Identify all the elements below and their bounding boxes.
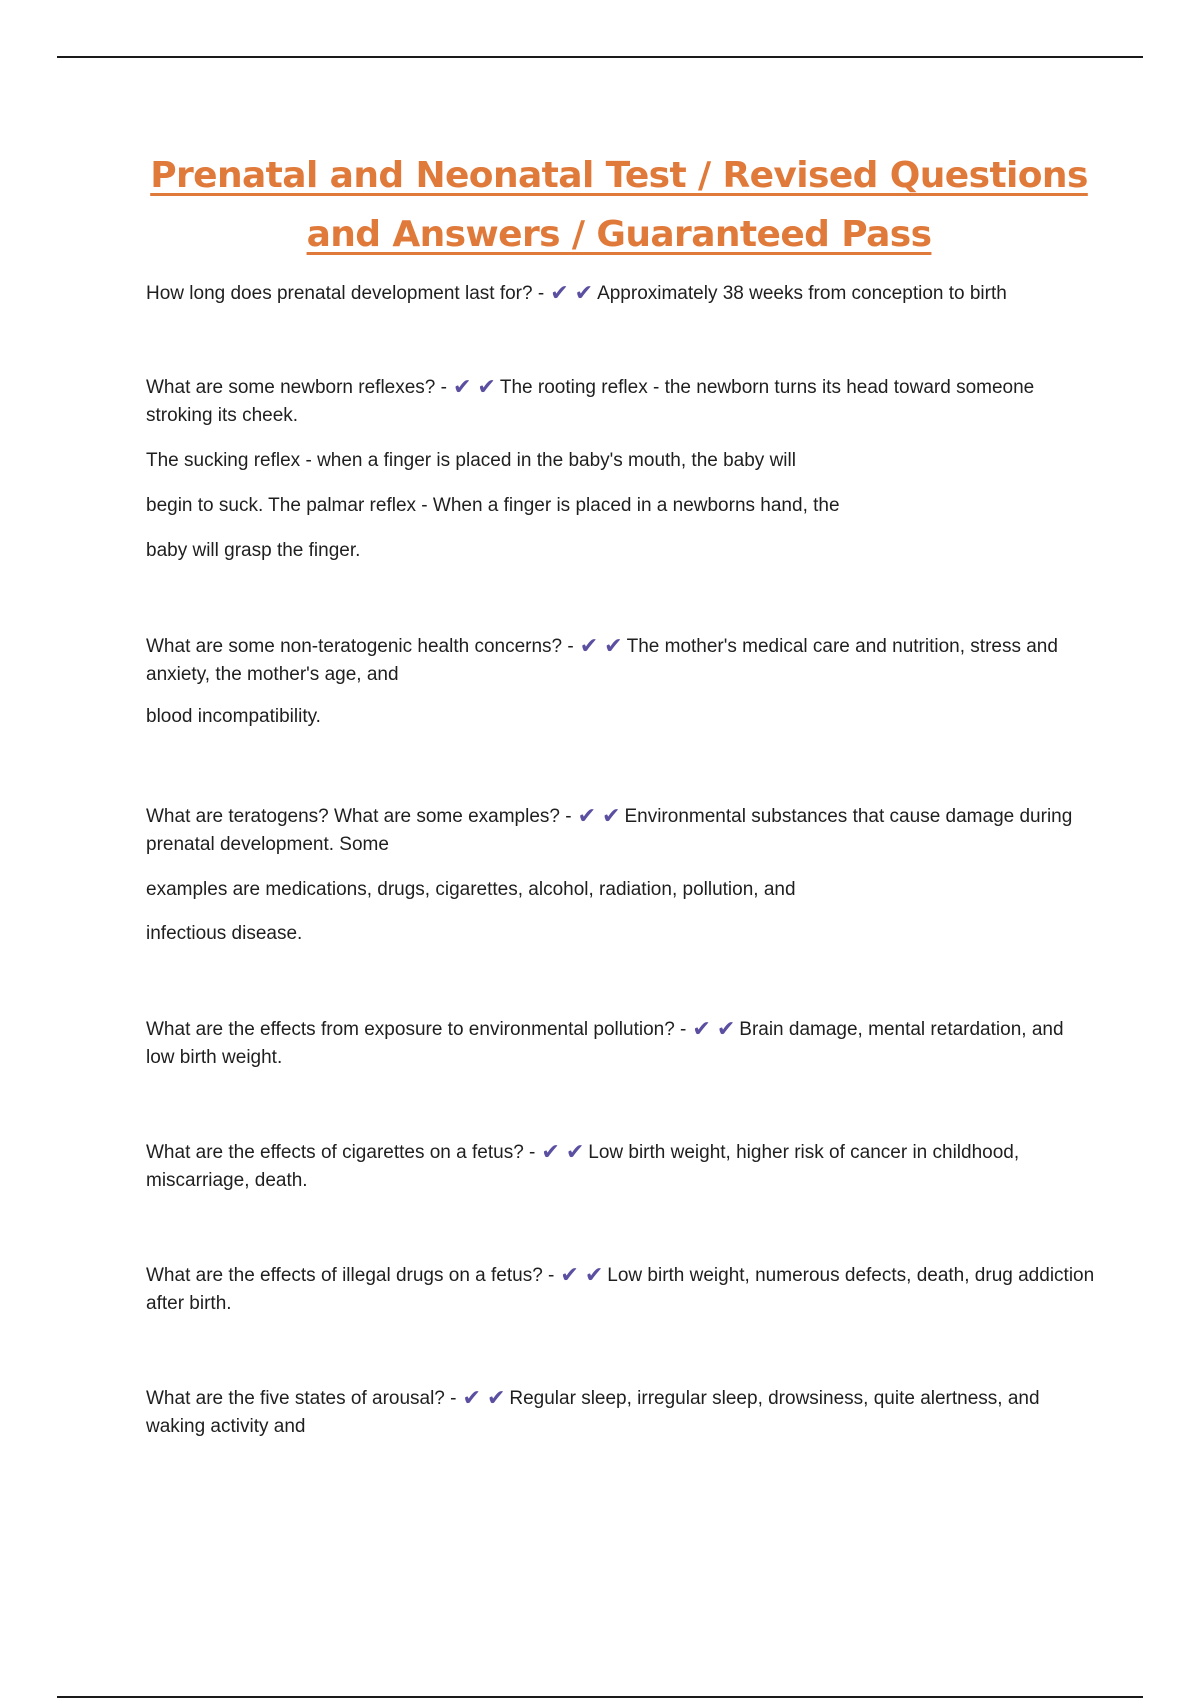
qa-item [146, 633, 1096, 731]
check-mark-icon: ✔ [477, 375, 496, 400]
check-mark-icon: ✔ [584, 1263, 604, 1288]
qa-item [146, 374, 1096, 565]
qa-item [146, 803, 1096, 948]
qa-item [146, 1016, 1096, 1072]
answer-text: The mother's medical care and nutrition, stress and anxiety, the mother's age, and [146, 636, 1058, 685]
answer-continuation: infectious disease. [146, 923, 303, 944]
answer-text: Low birth weight, numerous defects, death, drug addiction after birth. [146, 1265, 1095, 1314]
question-text: What are the effects of illegal drugs on a fetus? - [146, 1265, 555, 1286]
check-mark-icon: ✔ [577, 804, 597, 829]
check-mark-icon: ✔ [692, 1017, 711, 1042]
question-text: What are teratogens? What are some examples? - [146, 806, 572, 827]
check-mark-icon: ✔ [574, 281, 594, 306]
question-text: What are some newborn reflexes? - [146, 377, 447, 398]
answer-text: Brain damage, mental retardation, and low birth weight. [146, 1019, 1064, 1068]
check-mark-icon: ✔ [560, 1263, 579, 1288]
qa-item [146, 1139, 1096, 1195]
question-text: What are the effects of cigarettes on a fetus? - [146, 1142, 536, 1163]
check-mark-icon: ✔ [550, 281, 569, 306]
question-text: What are some non-teratogenic health concerns? - [146, 636, 574, 657]
qa-item [146, 1385, 1096, 1441]
answer-text: Regular sleep, irregular sleep, drowsiness, quite alertness, and waking activity and [146, 1388, 1040, 1437]
question-text: How long does prenatal development last for? - [146, 283, 545, 304]
check-mark-icon: ✔ [604, 634, 623, 659]
question-text: What are the five states of arousal? - [146, 1388, 457, 1409]
check-mark-icon: ✔ [579, 634, 599, 659]
question-text: What are the effects from exposure to environmental pollution? - [146, 1019, 687, 1040]
check-mark-icon: ✔ [602, 804, 621, 829]
header-rule [57, 56, 1143, 58]
answer-continuation: begin to suck. The palmar reflex - When a finger is placed in a newborns hand, the [146, 495, 840, 516]
answer-continuation: examples are medications, drugs, cigarettes, alcohol, radiation, pollution, and [146, 879, 796, 900]
answer-continuation: blood incompatibility. [146, 706, 321, 727]
answer-text: Approximately 38 weeks from conception to birth [597, 283, 1007, 304]
check-mark-icon: ✔ [452, 375, 472, 400]
answer-continuation: The sucking reflex - when a finger is placed in the baby's mouth, the baby will [146, 450, 796, 471]
check-mark-icon: ✔ [462, 1386, 481, 1411]
check-mark-icon: ✔ [541, 1140, 560, 1165]
answer-text: The rooting reflex - the newborn turns its head toward someone stroking its cheek. [146, 377, 1035, 426]
answer-text: Low birth weight, higher risk of cancer in childhood, miscarriage, death. [146, 1142, 1020, 1191]
check-mark-icon: ✔ [565, 1140, 585, 1165]
qa-item [146, 280, 1096, 308]
check-mark-icon: ✔ [486, 1386, 506, 1411]
qa-item [146, 1262, 1096, 1318]
footer-rule [57, 1696, 1143, 1698]
answer-continuation: baby will grasp the finger. [146, 540, 361, 561]
answer-text: Environmental substances that cause damage during prenatal development. Some [146, 806, 1073, 855]
document-title: Prenatal and Neonatal Test / Revised Questions and Answers / Guaranteed Pass [150, 155, 1088, 255]
check-mark-icon: ✔ [716, 1017, 736, 1042]
